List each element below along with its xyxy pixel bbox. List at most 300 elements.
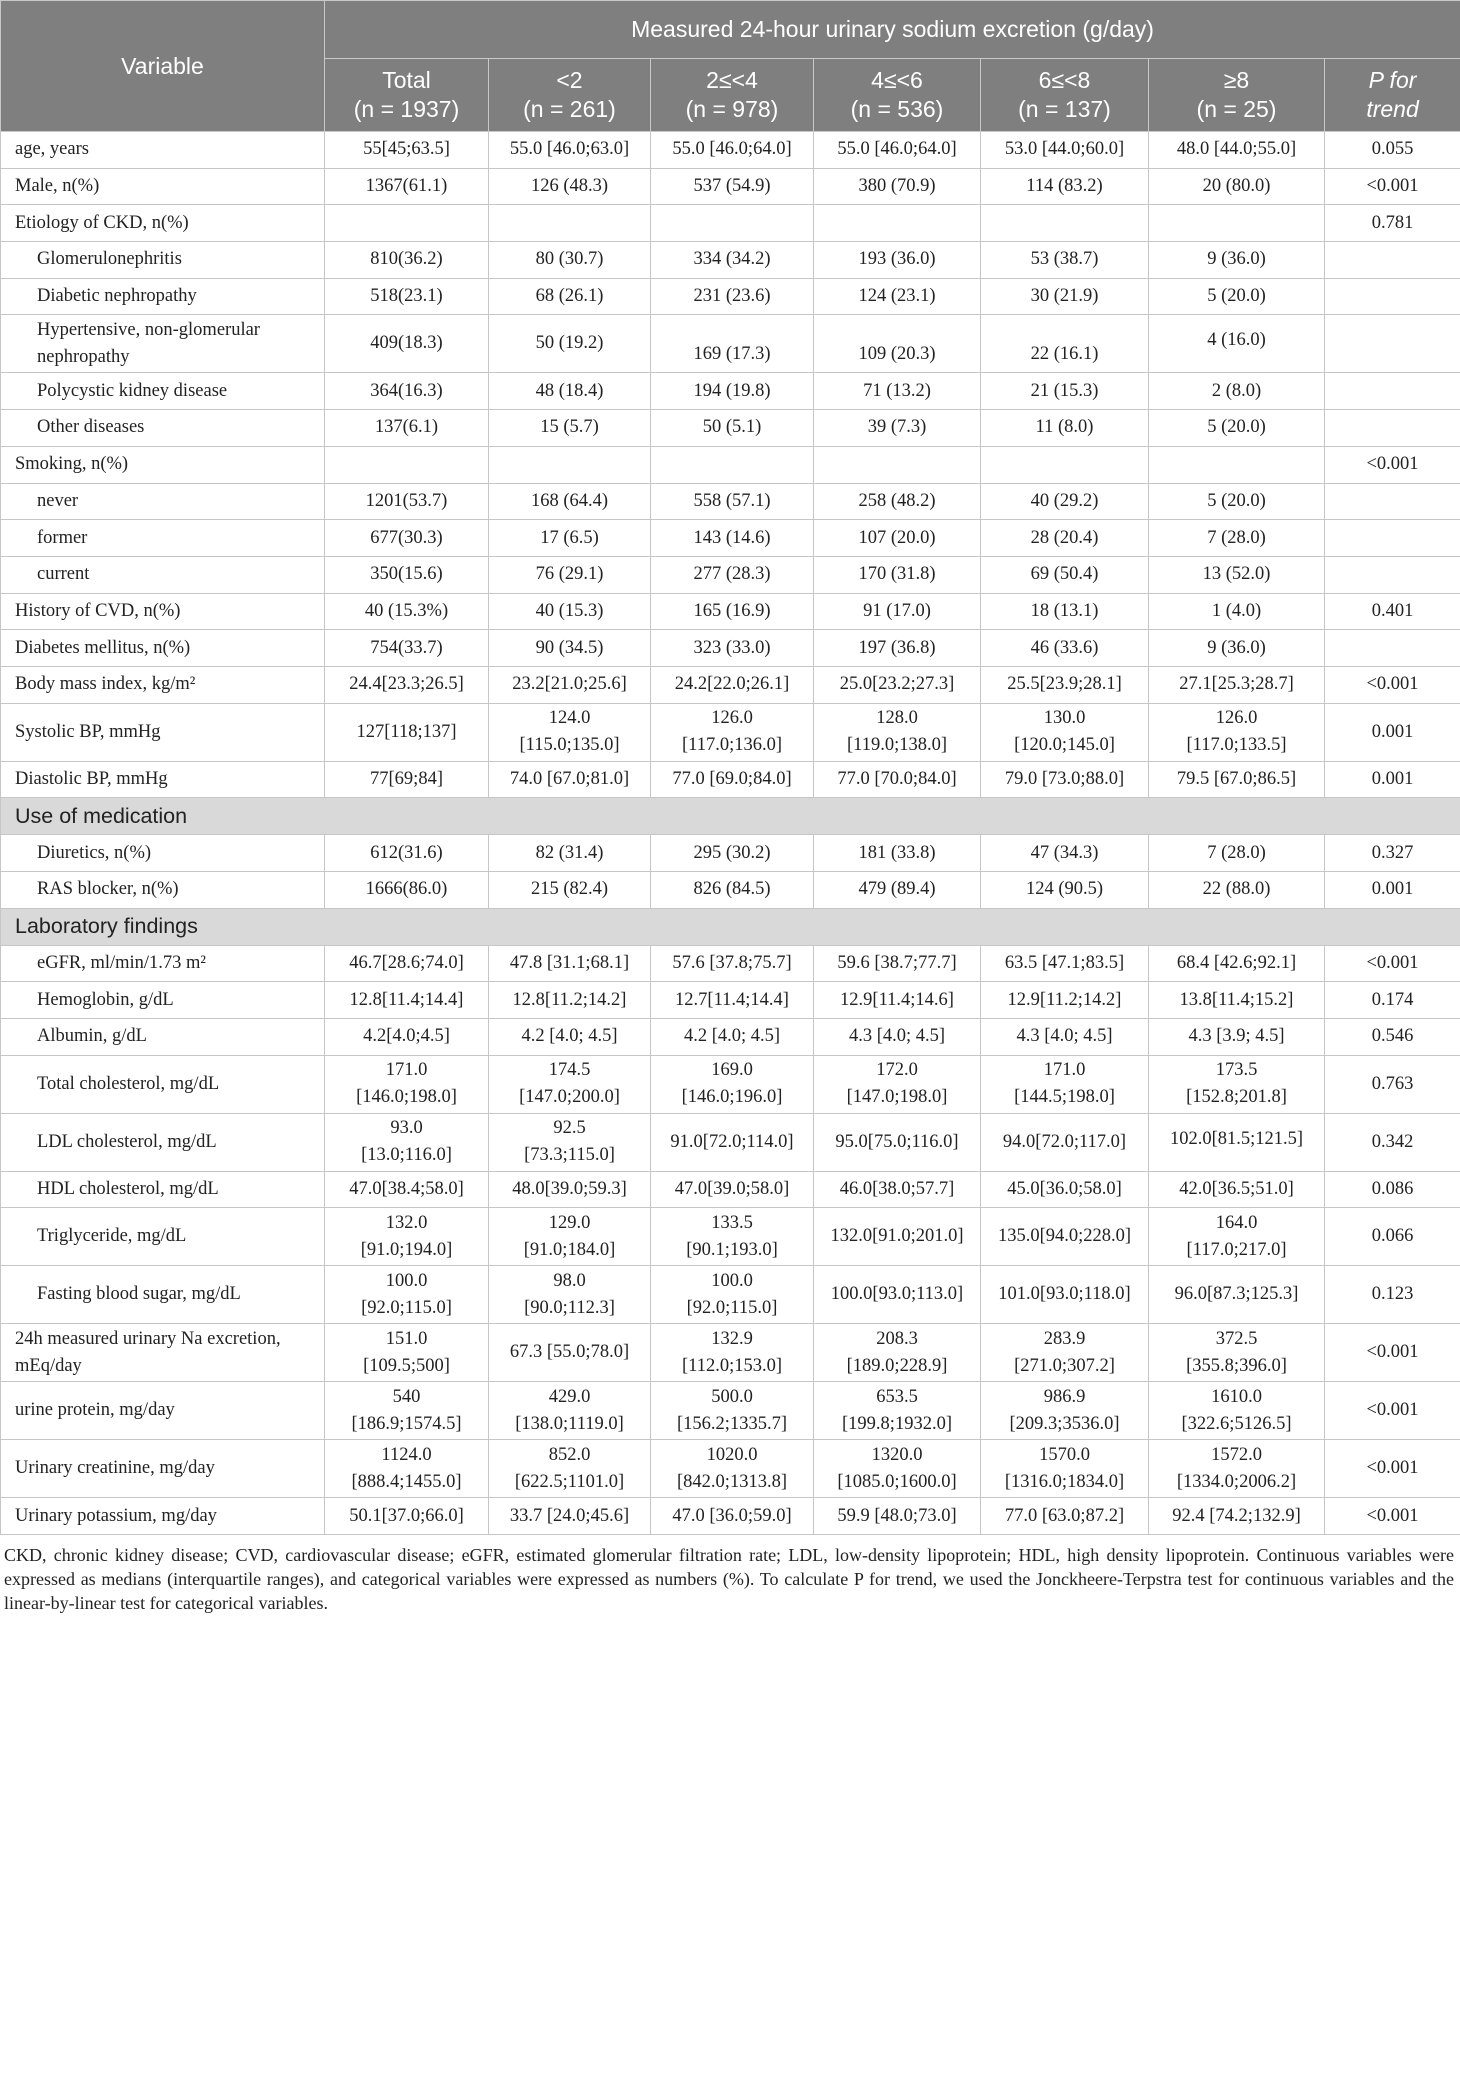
table-cell: 5 (20.0) [1149,483,1325,520]
column-header-line1: 2≤<4 [706,67,758,93]
table-cell: 124 (90.5) [981,872,1149,909]
table-cell: 15 (5.7) [489,410,651,447]
cell-line: [73.3;115.0] [524,1145,615,1166]
cell-line: 126.0 [1215,708,1258,729]
row-label: Diuretics, n(%) [1,835,325,872]
cell-line: 133.5 [711,1212,753,1233]
row-label: Total cholesterol, mg/dL [1,1055,325,1113]
p-value-cell [1325,373,1460,410]
section-title: Laboratory findings [1,908,1460,945]
cell-line: 132.0 [385,1212,428,1233]
row-label: Diastolic BP, mmHg [1,761,325,798]
cell-line: [117.0;133.5] [1186,735,1287,756]
p-value-cell: <0.001 [1325,1324,1460,1382]
table-cell: 135.0[94.0;228.0] [981,1208,1149,1266]
table-row [1,520,1460,557]
cell-line: [119.0;138.0] [846,735,948,756]
table-cell [489,1266,651,1324]
table-cell: 1 (4.0) [1149,593,1325,630]
cell-line: 852.0 [548,1444,591,1465]
table-cell: 46.7[28.6;74.0] [325,945,489,982]
table-cell [1149,703,1325,761]
p-value-cell: 0.763 [1325,1055,1460,1113]
table-cell: 124 (23.1) [814,278,981,315]
column-header-1 [489,59,651,132]
table-cell: 77.0 [69.0;84.0] [651,761,814,798]
table-cell [651,1382,814,1440]
p-value-cell: <0.001 [1325,1498,1460,1535]
table-cell: 21 (15.3) [981,373,1149,410]
table-cell [489,205,651,242]
table-cell [981,703,1149,761]
group-header: Measured 24-hour urinary sodium excretion (g/day) [325,1,1460,59]
table-cell [651,703,814,761]
cell-line: [842.0;1313.8] [677,1471,787,1492]
row-label: 24h measured urinary Na excretion, mEq/day [1,1324,325,1382]
cell-line: [112.0;153.0] [681,1355,783,1376]
p-value-cell [1325,315,1460,373]
table-cell [1149,1055,1325,1113]
section-row [1,908,1460,945]
table-row [1,168,1460,205]
table-cell [1149,1440,1325,1498]
table-cell: 47 (34.3) [981,835,1149,872]
table-row [1,1266,1460,1324]
p-value-cell: <0.001 [1325,168,1460,205]
p-value-cell: 0.001 [1325,703,1460,761]
table-cell [981,1055,1149,1113]
table-cell: 23.2[21.0;25.6] [489,666,651,703]
row-label: former [1,520,325,557]
cell-line: 124.0 [548,708,591,729]
table-cell: 11 (8.0) [981,410,1149,447]
column-header-line1: Total [382,67,431,93]
p-value-cell [1325,410,1460,447]
table-cell: 258 (48.2) [814,483,981,520]
table-cell: 25.0[23.2;27.3] [814,666,981,703]
table-cell: 518(23.1) [325,278,489,315]
cell-line: [1085.0;1600.0] [837,1471,957,1492]
row-label: eGFR, ml/min/1.73 m² [1,945,325,982]
table-cell [814,1055,981,1113]
table-cell: 30 (21.9) [981,278,1149,315]
table-cell: 5 (20.0) [1149,410,1325,447]
cell-line: [92.0;115.0] [686,1297,778,1318]
table-cell: 18 (13.1) [981,593,1149,630]
cell-line: [90.0;112.3] [524,1297,615,1318]
p-value-cell: 0.342 [1325,1113,1460,1171]
table-cell: 63.5 [47.1;83.5] [981,945,1149,982]
table-cell: 24.2[22.0;26.1] [651,666,814,703]
table-cell: 4.3 [3.9; 4.5] [1149,1019,1325,1056]
column-header-line1: <2 [556,67,583,93]
table-cell: 810(36.2) [325,242,489,279]
table-cell: 4.3 [4.0; 4.5] [814,1019,981,1056]
p-value-cell [1325,520,1460,557]
table-cell [651,1208,814,1266]
row-label: Fasting blood sugar, mg/dL [1,1266,325,1324]
table-cell: 4.3 [4.0; 4.5] [981,1019,1149,1056]
table-cell: 231 (23.6) [651,278,814,315]
column-header-0 [325,59,489,132]
table-cell: 181 (33.8) [814,835,981,872]
table-row [1,205,1460,242]
table-cell: 612(31.6) [325,835,489,872]
table-cell: 46 (33.6) [981,630,1149,667]
table-cell [651,1440,814,1498]
table-cell: 102.0[81.5;121.5] [1149,1113,1325,1171]
table-row [1,556,1460,593]
table-cell [325,446,489,483]
column-header-5 [1149,59,1325,132]
table-cell: 39 (7.3) [814,410,981,447]
table-cell: 165 (16.9) [651,593,814,630]
cell-line: 126.0 [711,708,753,729]
p-value-cell: <0.001 [1325,1440,1460,1498]
cell-line: [117.0;136.0] [681,735,783,756]
table-body [1,132,1460,1535]
row-label: Diabetic nephropathy [1,278,325,315]
column-header-line2: (n = 978) [685,96,779,122]
column-header-line2: (n = 1937) [353,96,460,122]
cell-line: [1334.0;2006.2] [1176,1471,1297,1492]
p-value-cell: 0.055 [1325,132,1460,169]
cell-line: 132.9 [711,1328,753,1349]
cell-line: 372.5 [1215,1328,1258,1349]
p-value-cell [1325,278,1460,315]
table-cell: 350(15.6) [325,556,489,593]
table-cell: 194 (19.8) [651,373,814,410]
table-cell: 90 (34.5) [489,630,651,667]
table-cell: 40 (15.3%) [325,593,489,630]
row-label: Smoking, n(%) [1,446,325,483]
table-cell: 68 (26.1) [489,278,651,315]
p-value-cell: 0.066 [1325,1208,1460,1266]
table-cell: 45.0[36.0;58.0] [981,1171,1149,1208]
table-cell: 558 (57.1) [651,483,814,520]
table-cell: 47.0[38.4;58.0] [325,1171,489,1208]
table-row [1,1171,1460,1208]
table-cell: 55.0 [46.0;64.0] [651,132,814,169]
table-cell [489,1055,651,1113]
table-cell: 55.0 [46.0;63.0] [489,132,651,169]
table-cell: 4.2[4.0;4.5] [325,1019,489,1056]
cell-line: 164.0 [1215,1212,1258,1233]
row-label: age, years [1,132,325,169]
p-value-cell [1325,630,1460,667]
column-header-6 [1325,59,1460,132]
table-row [1,593,1460,630]
table-row [1,1440,1460,1498]
table-cell: 48 (18.4) [489,373,651,410]
table-cell [325,1266,489,1324]
table-cell: 77.0 [63.0;87.2] [981,1498,1149,1535]
table-cell [1149,1324,1325,1382]
table-cell: 92.4 [74.2;132.9] [1149,1498,1325,1535]
cell-line: [888.4;1455.0] [351,1471,462,1492]
row-label: Diabetes mellitus, n(%) [1,630,325,667]
cell-line: [189.0;228.9] [846,1355,948,1376]
p-value-cell: <0.001 [1325,446,1460,483]
table-cell [651,1324,814,1382]
table-row [1,872,1460,909]
table-cell: 277 (28.3) [651,556,814,593]
cell-line: 653.5 [876,1386,918,1407]
table-cell: 107 (20.0) [814,520,981,557]
table-row [1,242,1460,279]
table-cell: 1201(53.7) [325,483,489,520]
table-cell: 168 (64.4) [489,483,651,520]
table-row [1,1382,1460,1440]
table-cell: 76 (29.1) [489,556,651,593]
row-label: Glomerulonephritis [1,242,325,279]
table-cell: 50.1[37.0;66.0] [325,1498,489,1535]
table-row [1,945,1460,982]
table-cell: 409(18.3) [325,315,489,373]
cell-line: [90.1;193.0] [686,1239,778,1260]
table-cell: 197 (36.8) [814,630,981,667]
table-cell: 91 (17.0) [814,593,981,630]
cell-line: 171.0 [385,1060,428,1081]
table-cell: 132.0[91.0;201.0] [814,1208,981,1266]
table-cell: 24.4[23.3;26.5] [325,666,489,703]
table-cell [325,1208,489,1266]
cell-line: 429.0 [548,1386,591,1407]
table-cell: 68.4 [42.6;92.1] [1149,945,1325,982]
table-cell: 20 (80.0) [1149,168,1325,205]
table-cell [981,1382,1149,1440]
cell-line: 174.5 [548,1060,591,1081]
table-row [1,373,1460,410]
cell-line: [622.5;1101.0] [514,1471,625,1492]
cell-line: [271.0;307.2] [1014,1355,1115,1376]
table-cell [489,446,651,483]
row-label: RAS blocker, n(%) [1,872,325,909]
table-cell [651,1055,814,1113]
cell-line: [147.0;200.0] [519,1087,620,1108]
table-cell: 28 (20.4) [981,520,1149,557]
table-cell: 67.3 [55.0;78.0] [489,1324,651,1382]
cell-line: [147.0;198.0] [846,1087,948,1108]
p-value-cell: 0.001 [1325,761,1460,798]
cell-line: 500.0 [711,1386,753,1407]
table-cell: 1666(86.0) [325,872,489,909]
table-row [1,1113,1460,1171]
table-cell: 17 (6.5) [489,520,651,557]
table-cell: 47.0[39.0;58.0] [651,1171,814,1208]
row-label: HDL cholesterol, mg/dL [1,1171,325,1208]
table-cell: 13 (52.0) [1149,556,1325,593]
table-cell [814,446,981,483]
table-cell: 12.8[11.4;14.4] [325,982,489,1019]
cell-line: [199.8;1932.0] [842,1413,952,1434]
table-cell: 137(6.1) [325,410,489,447]
column-header-line1: ≥8 [1223,67,1250,93]
cell-line: 129.0 [548,1212,591,1233]
table-header [1,1,1460,132]
table-cell: 47.8 [31.1;68.1] [489,945,651,982]
table-cell: 537 (54.9) [651,168,814,205]
table-row [1,446,1460,483]
row-label: Triglyceride, mg/dL [1,1208,325,1266]
row-label: current [1,556,325,593]
table-cell [325,1440,489,1498]
table-footnote: CKD, chronic kidney disease; CVD, cardiovascular disease; eGFR, estimated glomerular filtration rate; LDL, low-density lipoprotein; HDL, high density lipoprotein. Continuous variables were expressed as medians (interquartile ranges), and categorical variables were expressed as numbers (%). To calculate P for trend, we used the Jonckheere-Terpstra test for continuous variables and the linear-by-linear test for categorical variables. [4,1545,1454,1614]
row-label: never [1,483,325,520]
row-label: Etiology of CKD, n(%) [1,205,325,242]
table-cell [325,1113,489,1171]
table-cell: 53.0 [44.0;60.0] [981,132,1149,169]
cell-line: 172.0 [876,1060,918,1081]
table-cell: 96.0[87.3;125.3] [1149,1266,1325,1324]
table-cell [489,703,651,761]
table-cell: 77.0 [70.0;84.0] [814,761,981,798]
table-cell: 22 (88.0) [1149,872,1325,909]
table-row [1,315,1460,373]
table-cell: 364(16.3) [325,373,489,410]
cell-line: 100.0 [711,1270,753,1291]
variable-header: Variable [1,1,325,132]
table-cell: 9 (36.0) [1149,242,1325,279]
table-cell: 94.0[72.0;117.0] [981,1113,1149,1171]
cell-line: 283.9 [1043,1328,1086,1349]
table-cell: 754(33.7) [325,630,489,667]
table-cell: 57.6 [37.8;75.7] [651,945,814,982]
table-cell: 77[69;84] [325,761,489,798]
column-header-line1: P for [1368,67,1417,93]
table-cell [981,446,1149,483]
table-cell: 101.0[93.0;118.0] [981,1266,1149,1324]
table-cell: 7 (28.0) [1149,520,1325,557]
cell-line: 1320.0 [871,1444,923,1465]
row-label: Systolic BP, mmHg [1,703,325,761]
table-cell: 22 (16.1) [981,315,1149,373]
table-row [1,1324,1460,1382]
cell-line: 130.0 [1043,708,1086,729]
cell-line: [144.5;198.0] [1014,1087,1115,1108]
row-label: LDL cholesterol, mg/dL [1,1113,325,1171]
cell-line: [92.0;115.0] [361,1297,452,1318]
table-cell: 42.0[36.5;51.0] [1149,1171,1325,1208]
table-cell: 12.7[11.4;14.4] [651,982,814,1019]
cell-line: [120.0;145.0] [1014,735,1115,756]
cell-line: [156.2;1335.7] [677,1413,787,1434]
table-cell: 12.8[11.2;14.2] [489,982,651,1019]
p-value-cell [1325,556,1460,593]
table-row [1,630,1460,667]
column-header-line2: trend [1366,96,1419,122]
table-row [1,1019,1460,1056]
row-label: Urinary creatinine, mg/day [1,1440,325,1498]
table-row [1,1498,1460,1535]
table-cell: 677(30.3) [325,520,489,557]
cell-line: [322.6;5126.5] [1181,1413,1292,1434]
table-cell: 59.9 [48.0;73.0] [814,1498,981,1535]
table-cell [1149,1382,1325,1440]
cell-line: [152.8;201.8] [1186,1087,1287,1108]
table-cell: 5 (20.0) [1149,278,1325,315]
table-cell [325,205,489,242]
table-cell [814,1382,981,1440]
table-cell: 170 (31.8) [814,556,981,593]
row-label: Hypertensive, non-glomerular nephropathy [1,315,325,373]
table-cell: 4.2 [4.0; 4.5] [489,1019,651,1056]
table-row [1,132,1460,169]
table-cell: 46.0[38.0;57.7] [814,1171,981,1208]
table-cell [981,1324,1149,1382]
table-cell: 50 (5.1) [651,410,814,447]
cell-line: [13.0;116.0] [361,1145,452,1166]
cell-line: 98.0 [553,1270,586,1291]
table-cell [981,1440,1149,1498]
table-cell [814,703,981,761]
p-value-cell: <0.001 [1325,666,1460,703]
p-value-cell: 0.086 [1325,1171,1460,1208]
table-cell: 109 (20.3) [814,315,981,373]
table-row [1,278,1460,315]
column-header-line1: 6≤<8 [1038,67,1091,93]
cell-line: 986.9 [1043,1386,1086,1407]
p-value-cell: 0.327 [1325,835,1460,872]
table-row [1,1208,1460,1266]
table-cell [814,1324,981,1382]
table-cell: 127[118;137] [325,703,489,761]
table-cell [814,205,981,242]
table-cell: 9 (36.0) [1149,630,1325,667]
row-label: Hemoglobin, g/dL [1,982,325,1019]
cell-line: [209.3;3536.0] [1009,1413,1120,1434]
section-row [1,798,1460,835]
cell-line: 128.0 [876,708,918,729]
table-cell: 114 (83.2) [981,168,1149,205]
table-row [1,982,1460,1019]
section-title: Use of medication [1,798,1460,835]
table-cell: 79.0 [73.0;88.0] [981,761,1149,798]
table-cell: 91.0[72.0;114.0] [651,1113,814,1171]
table-row [1,483,1460,520]
table-cell: 13.8[11.4;15.2] [1149,982,1325,1019]
table-cell [489,1440,651,1498]
p-value-cell: 0.123 [1325,1266,1460,1324]
cell-line: [115.0;135.0] [519,735,620,756]
table-cell: 48.0[39.0;59.3] [489,1171,651,1208]
column-header-4 [981,59,1149,132]
table-row [1,666,1460,703]
p-value-cell: 0.781 [1325,205,1460,242]
table-cell: 25.5[23.9;28.1] [981,666,1149,703]
p-value-cell [1325,242,1460,279]
table-cell [1149,446,1325,483]
table-cell: 69 (50.4) [981,556,1149,593]
table-cell: 215 (82.4) [489,872,651,909]
table-row [1,1055,1460,1113]
table-cell: 50 (19.2) [489,315,651,373]
table-cell: 4.2 [4.0; 4.5] [651,1019,814,1056]
table-cell: 7 (28.0) [1149,835,1325,872]
table-cell: 53 (38.7) [981,242,1149,279]
column-header-line2: (n = 536) [850,96,944,122]
cell-line: 151.0 [385,1328,428,1349]
table-cell: 126 (48.3) [489,168,651,205]
table-cell [981,205,1149,242]
column-header-line1: 4≤<6 [871,67,923,93]
row-label: Urinary potassium, mg/day [1,1498,325,1535]
cell-line: 1124.0 [381,1444,432,1465]
row-label: Body mass index, kg/m² [1,666,325,703]
table-cell: 334 (34.2) [651,242,814,279]
cell-line: [138.0;1119.0] [515,1413,624,1434]
cell-line: [117.0;217.0] [1186,1239,1287,1260]
